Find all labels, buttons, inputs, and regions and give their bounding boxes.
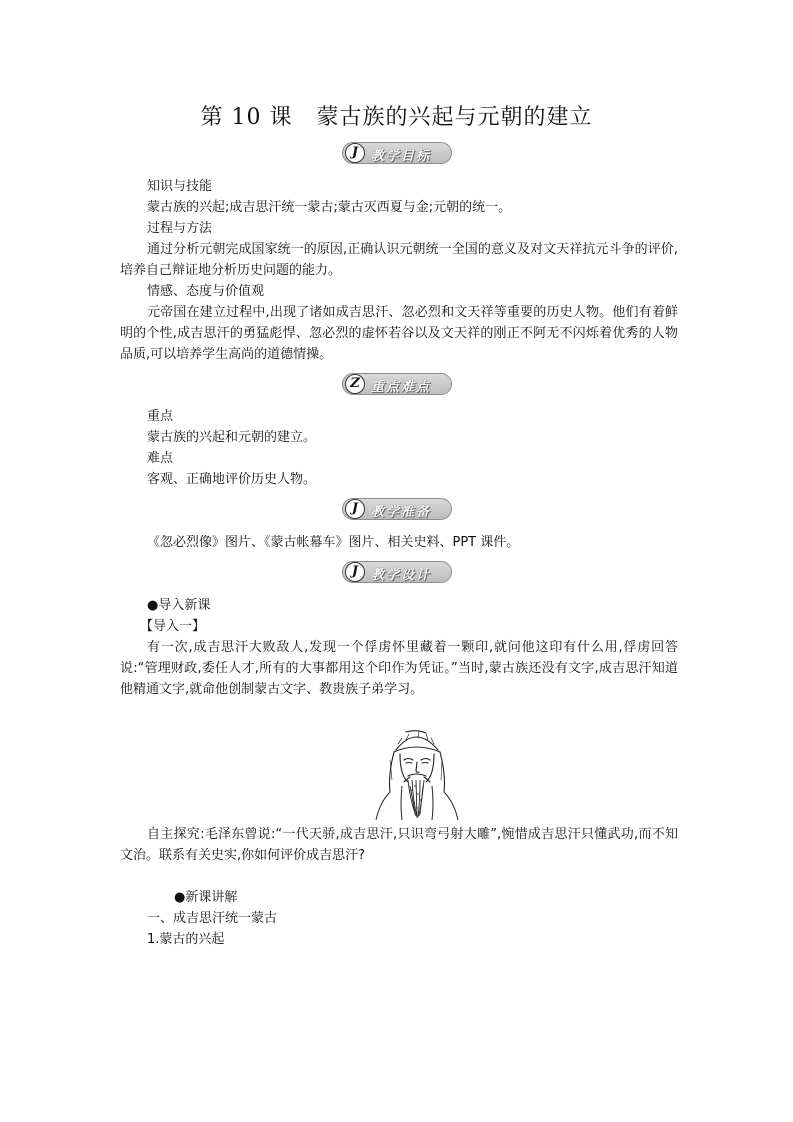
badge-preparation — [342, 498, 452, 520]
difficulty-text: 客观、正确地评价历史人物。 — [147, 472, 317, 487]
badge-letter-icon: J — [345, 143, 365, 163]
explore-text: 自主探究:毛泽东曾说:“一代天骄,成吉思汗,只识弯弓射大雕”,惋惜成吉思汗只懂武功,而不知文治。联系有关史实,你如何评价成吉思汗? — [120, 827, 678, 863]
page-title — [0, 100, 793, 131]
intro1-heading: 【导入一】 — [140, 619, 206, 634]
difficulty-heading: 难点 — [147, 451, 174, 466]
lesson-name: 蒙古族的兴起与元朝的建立 — [316, 105, 593, 130]
emotion-text: 元帝国在建立过程中,出现了诸如成吉思汗、忽必烈和文天祥等重要的历史人物。他们有着鲜明的个性,成吉思汗的勇猛彪悍、忽必烈的虚怀若谷以及文天祥的刚正不阿无不闪烁着优秀的人物品质,可以培养学生高尚的道德情操。 — [120, 305, 678, 362]
badge-key-points — [342, 373, 452, 395]
preparation-text: 《忽必烈像》图片、《蒙古帐幕车》图片、相关史料、PPT 课件。 — [147, 535, 520, 550]
intro-heading: ●导入新课 — [147, 598, 211, 613]
badge-letter-icon: J — [345, 562, 365, 582]
focus-text: 蒙古族的兴起和元朝的建立。 — [147, 430, 317, 445]
badge-teaching-goals — [342, 142, 452, 164]
new-lesson-heading: ●新课讲解 — [174, 890, 238, 905]
section-1-heading: 一、成吉思汗统一蒙古 — [147, 911, 278, 926]
process-text: 通过分析元朝完成国家统一的原因,正确认识元朝统一全国的意义及对文天祥抗元斗争的评价,培养自己辩证地分析历史问题的能力。 — [120, 242, 678, 278]
process-heading: 过程与方法 — [147, 221, 213, 236]
badge-label: 教学目标 — [371, 149, 432, 164]
lesson-number: 第 10 课 — [200, 105, 293, 130]
badge-letter-icon: Z — [345, 374, 365, 394]
badge-design — [342, 561, 452, 583]
genghis-khan-portrait — [366, 720, 466, 820]
badge-label: 重点难点 — [371, 380, 432, 395]
focus-heading: 重点 — [147, 409, 174, 424]
badge-letter-icon: J — [345, 499, 365, 519]
intro1-text: 有一次,成吉思汗大败敌人,发现一个俘虏怀里藏着一颗印,就问他这印有什么用,俘虏回答说:“管理财政,委任人才,所有的大事都用这个印作为凭证。”当时,蒙古族还没有文字,成吉思汗知道他精通文字,就命他创制蒙古文字、教贵族子弟学习。 — [120, 640, 678, 697]
section-1-1-heading: 1.蒙古的兴起 — [147, 932, 225, 947]
emotion-heading: 情感、态度与价值观 — [147, 284, 265, 299]
badge-label: 教学准备 — [371, 505, 432, 520]
badge-label: 教学设计 — [371, 568, 432, 583]
knowledge-text: 蒙古族的兴起;成吉思汗统一蒙古;蒙古灭西夏与金;元朝的统一。 — [147, 200, 512, 215]
knowledge-heading: 知识与技能 — [147, 179, 213, 194]
